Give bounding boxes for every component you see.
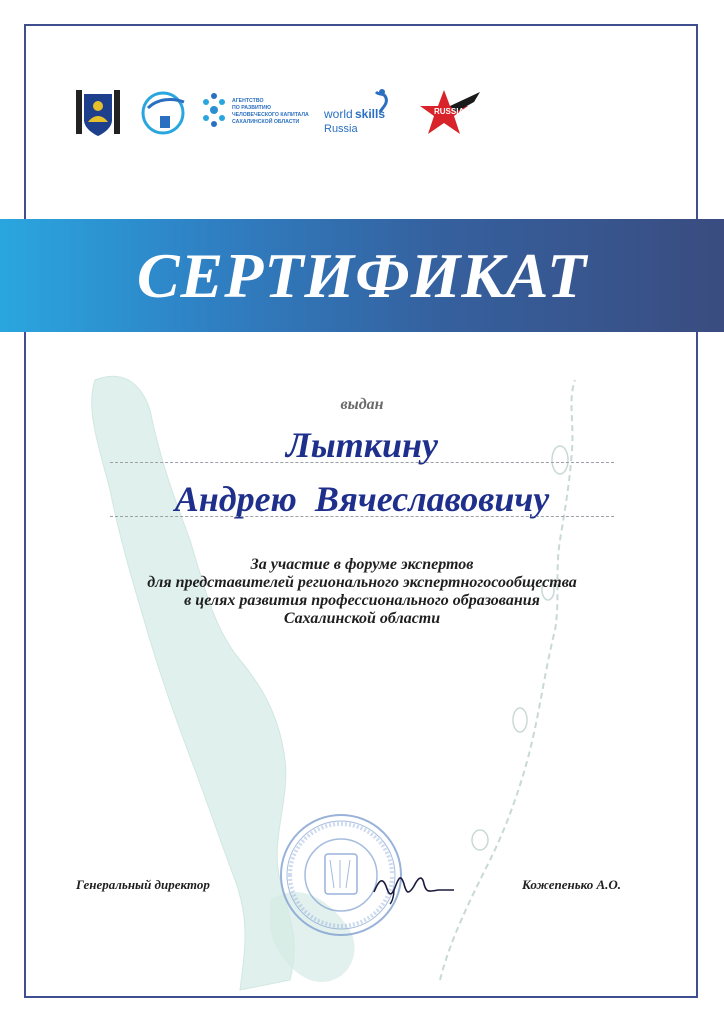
logos-row <box>0 88 724 140</box>
certificate-title: СЕРТИФИКАТ <box>136 240 588 311</box>
coat-of-arms-logo <box>76 88 120 138</box>
ministry-logo <box>138 88 188 138</box>
handwritten-signature <box>368 862 458 908</box>
svg-text:Russia: Russia <box>324 123 358 135</box>
svg-text:skills: skills <box>355 107 386 121</box>
description-line-1: За участие в форуме экспертов <box>250 556 474 573</box>
description-line-3: в целях развития профессионального образования <box>184 592 540 609</box>
recipient-given-names: Андрею Вячеславовичу <box>174 479 550 519</box>
signatory-name: Кожепенько А.О. <box>522 877 622 892</box>
agency-logo <box>200 88 310 138</box>
surname-underline <box>110 462 614 463</box>
signatory-position: Генеральный директор <box>76 877 210 892</box>
given-names-underline <box>110 516 614 517</box>
young-professionals-logo <box>414 88 482 138</box>
svg-text:ЧЕЛОВЕЧЕСКОГО КАПИТАЛА: ЧЕЛОВЕЧЕСКОГО КАПИТАЛА <box>232 112 309 118</box>
recipient-surname: Лыткину <box>286 425 438 465</box>
description-line-4: Сахалинской области <box>283 610 441 627</box>
svg-text:САХАЛИНСКОЙ ОБЛАСТИ: САХАЛИНСКОЙ ОБЛАСТИ <box>232 119 300 125</box>
svg-text:world: world <box>324 107 353 121</box>
award-description <box>0 556 724 628</box>
svg-text:АГЕНТСТВО: АГЕНТСТВО <box>232 98 264 104</box>
issued-label: выдан <box>340 396 384 413</box>
worldskills-logo <box>322 88 394 138</box>
description-line-2: для представителей регионального экспертногосообщества <box>147 574 577 591</box>
svg-text:ПО РАЗВИТИЮ: ПО РАЗВИТИЮ <box>232 105 271 111</box>
title-banner <box>0 219 724 332</box>
svg-text:RUSSIA: RUSSIA <box>434 107 465 116</box>
